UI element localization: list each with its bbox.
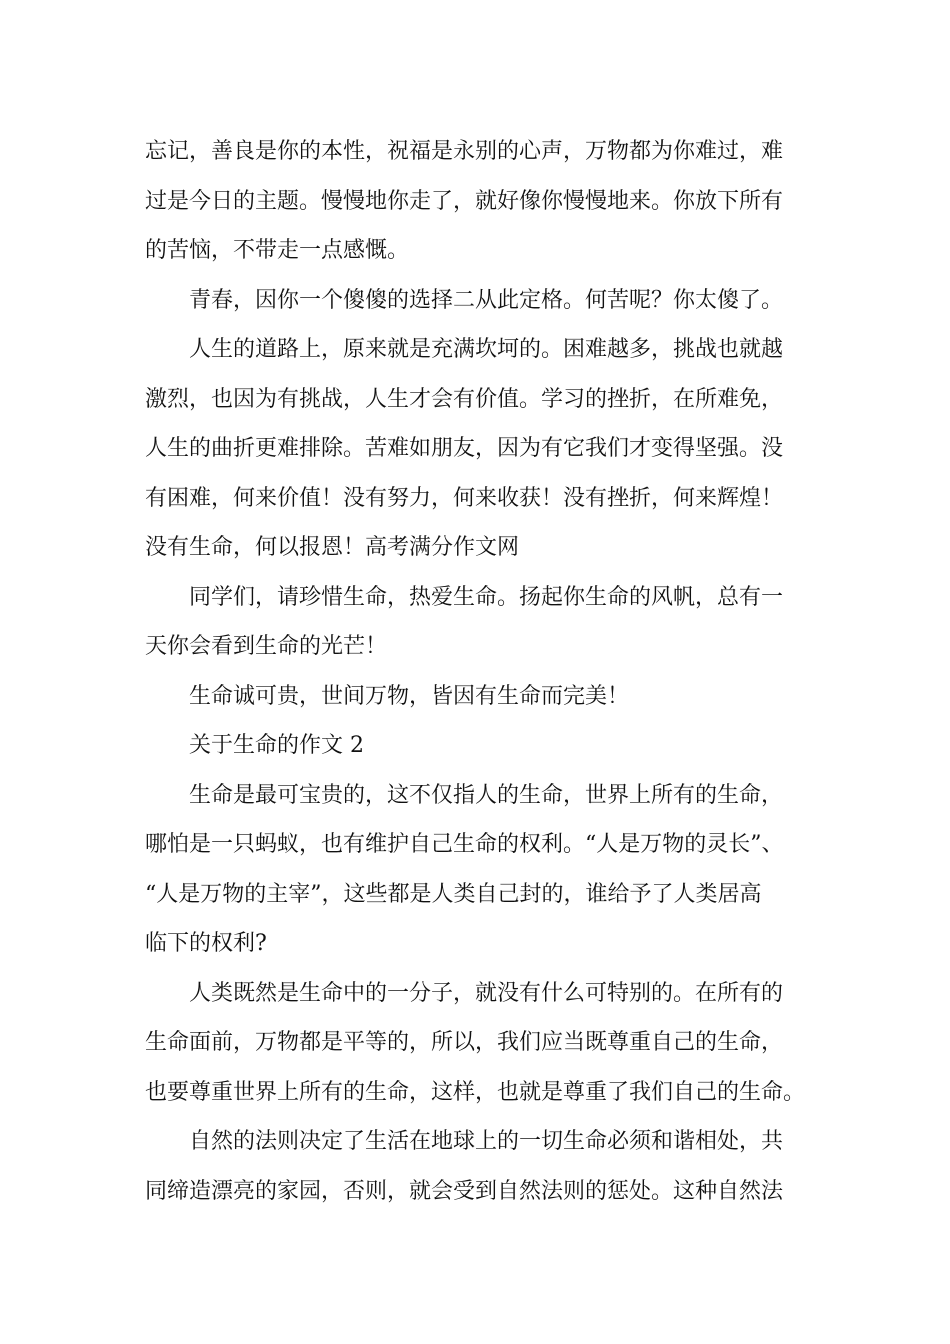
text-line: 天你会看到生命的光芒！ [145, 634, 388, 659]
text-line: 也要尊重世界上所有的生命，这样，也就是尊重了我们自己的生命。 [145, 1079, 806, 1105]
text-line: 有困难，何来价值！没有努力，何来收获！没有挫折，何来辉煌！ [145, 485, 784, 511]
text-line: “人是万物的主宰”，这些都是人类自己封的，谁给予了人类居高 [145, 881, 762, 907]
paragraph-start-line: 生命诚可贵，世间万物，皆因有生命而完美！ [189, 683, 630, 709]
paragraph-start-line: 人生的道路上，原来就是充满坎坷的。困难越多，挑战也就越 [189, 337, 784, 362]
text-line: 临下的权利? [145, 931, 267, 956]
text-line: 激烈，也因为有挑战，人生才会有价值。学习的挫折，在所难免， [145, 386, 784, 412]
paragraph-start-line: 青春，因你一个傻傻的选择二从此定格。何苦呢？你太傻了。 [189, 287, 784, 313]
text-line: 哪怕是一只蚂蚁，也有维护自己生命的权利。“人是万物的灵长”、 [145, 832, 784, 857]
paragraph-start-line: 生命是最可宝贵的，这不仅指人的生命，世界上所有的生命， [189, 782, 784, 808]
essay-body [145, 127, 815, 1216]
paragraph-start-line: 同学们，请珍惜生命，热爱生命。扬起你生命的风帆，总有一 [189, 584, 784, 610]
text-line: 忘记，善良是你的本性，祝福是永别的心声，万物都为你难过，难 [145, 139, 784, 164]
text-line: 的苦恼，不带走一点感慨。 [145, 238, 410, 263]
text-line: 人生的曲折更难排除。苦难如朋友，因为有它我们才变得坚强。没 [145, 436, 784, 461]
paragraph-start-line: 人类既然是生命中的一分子，就没有什么可特别的。在所有的 [189, 980, 784, 1006]
section-heading: 关于生命的作文 2 [189, 733, 364, 758]
text-line: 生命面前，万物都是平等的，所以，我们应当既尊重自己的生命， [145, 1030, 784, 1055]
text-line: 同缔造漂亮的家园，否则，就会受到自然法则的惩处。这种自然法 [145, 1178, 784, 1204]
text-line: 没有生命，何以报恩！高考满分作文网 [145, 535, 520, 560]
text-line: 过是今日的主题。慢慢地你走了，就好像你慢慢地来。你放下所有 [145, 188, 784, 214]
paragraph-start-line: 自然的法则决定了生活在地球上的一切生命必须和谐相处，共 [189, 1129, 784, 1154]
